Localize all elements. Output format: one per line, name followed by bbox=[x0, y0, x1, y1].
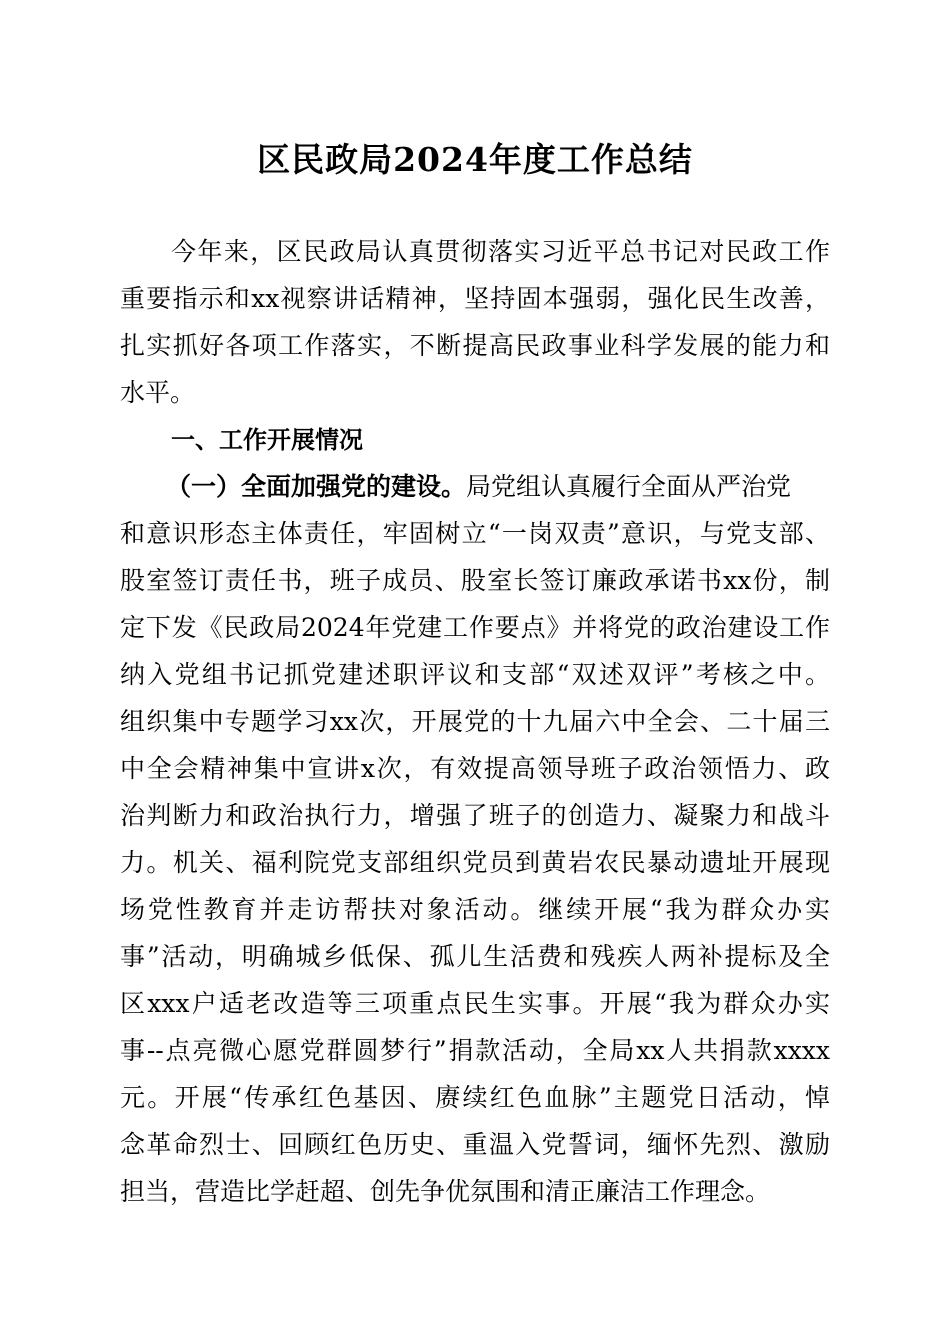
paragraph-line: 力。机关、福利院党支部组织党员到黄岩农民暴动遗址开展现 bbox=[120, 848, 830, 877]
intro-line: 今年来，区民政局认真贯彻落实习近平总书记对民政工作 bbox=[171, 237, 830, 266]
document-body bbox=[120, 232, 830, 1219]
paragraph-line: 场党性教育并走访帮扶对象活动。继续开展“我为群众办实 bbox=[120, 895, 830, 924]
intro-line: 水平。 bbox=[120, 378, 196, 407]
paragraph-line: 事--点亮微心愿党群圆梦行”捐款活动，全局xx人共捐款xxxx bbox=[120, 1036, 830, 1065]
paragraph-line: 组织集中专题学习xx次，开展党的十九届六中全会、二十届三 bbox=[120, 707, 830, 736]
subsection-lead: （一）全面加强党的建设。 bbox=[166, 472, 467, 501]
subsection-first-line-text: 局党组认真履行全面从严治党 bbox=[466, 472, 792, 501]
paragraph-line: 和意识形态主体责任，牢固树立“一岗双责”意识，与党支部、 bbox=[120, 519, 830, 548]
section-heading: 一、工作开展情况 bbox=[171, 426, 363, 454]
paragraph-line: 治判断力和政治执行力，增强了班子的创造力、凝聚力和战斗 bbox=[120, 801, 830, 830]
paragraph-line: 元。开展“传承红色基因、赓续红色血脉”主题党日活动，悼 bbox=[120, 1083, 830, 1112]
paragraph-line: 定下发《民政局2024年党建工作要点》并将党的政治建设工作 bbox=[120, 613, 830, 642]
paragraph-line: 区xxx户适老改造等三项重点民生实事。开展“我为群众办实 bbox=[120, 989, 830, 1018]
intro-line: 重要指示和xx视察讲话精神，坚持固本强弱，强化民生改善， bbox=[120, 284, 830, 313]
intro-line: 扎实抓好各项工作落实，不断提高民政事业科学发展的能力和 bbox=[120, 331, 830, 360]
subsection-first-line bbox=[120, 467, 830, 514]
paragraph-line: 事”活动，明确城乡低保、孤儿生活费和残疾人两补提标及全 bbox=[120, 942, 830, 971]
paragraph-line: 念革命烈士、回顾红色历史、重温入党誓词，缅怀先烈、激励 bbox=[120, 1130, 830, 1159]
paragraph-line: 纳入党组书记抓党建述职评议和支部“双述双评”考核之中。 bbox=[120, 660, 830, 689]
paragraph-line: 中全会精神集中宣讲x次，有效提高领导班子政治领悟力、政 bbox=[120, 754, 830, 783]
paragraph-line: 股室签订责任书，班子成员、股室长签订廉政承诺书xx份，制 bbox=[120, 566, 830, 595]
paragraph-line: 担当，营造比学赶超、创先争优氛围和清正廉洁工作理念。 bbox=[120, 1177, 771, 1206]
document-title: 区民政局2024年度工作总结 bbox=[257, 140, 693, 179]
